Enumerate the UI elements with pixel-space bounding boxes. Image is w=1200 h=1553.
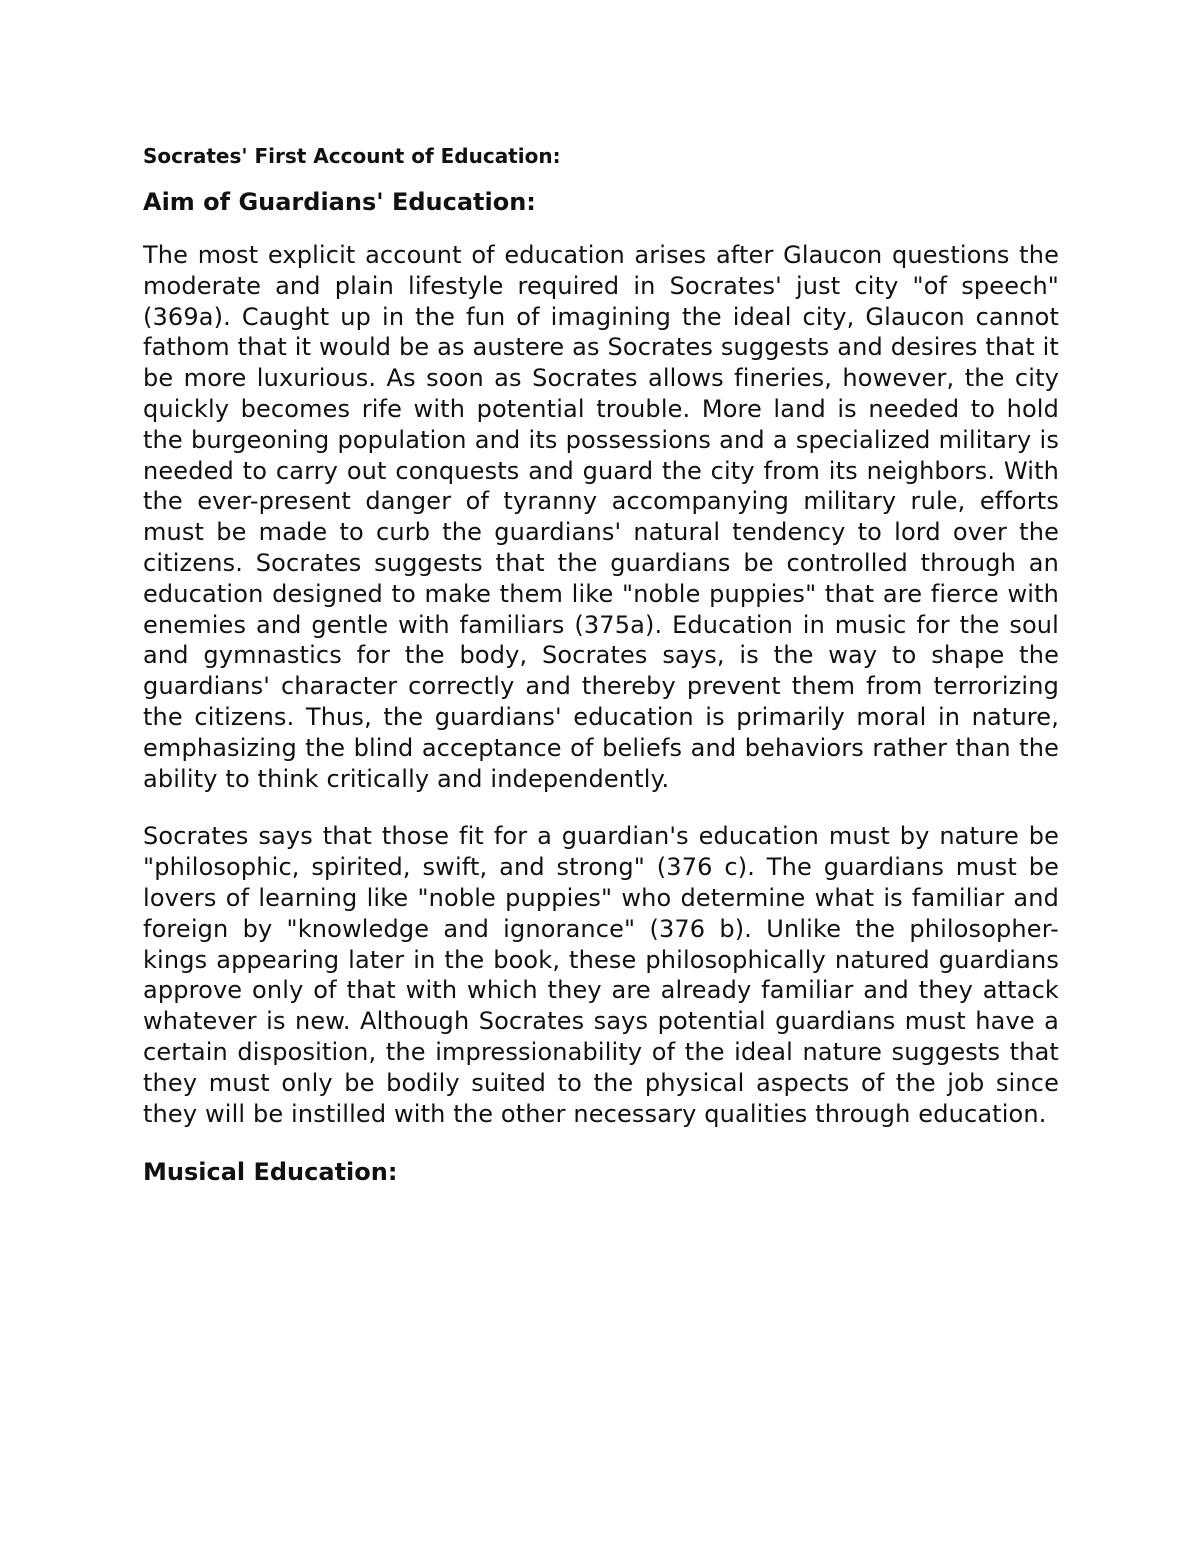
paragraph-aim-1: The most explicit account of education arises after Glaucon questions the moderate and plain lifestyle required in Socrates' just city "of speech" (369a). Caught up in the fun of imagining the ideal city, Glaucon cannot fathom that it would be as austere as Socrates suggests and desires that it be more luxurious. As soon as Socrates allows fineries, however, the city quickly becomes rife with potential trouble. More land is needed to hold the burgeoning population and its possessions and a specialized military is needed to carry out conquests and guard the city from its neighbors. With the ever-present danger of tyranny accompanying military rule, efforts must be made to curb the guardians' natural tendency to lord over the citizens. Socrates suggests that the guardians be controlled through an education designed to make them like "noble puppies" that are fierce with enemies and gentle with familiars (375a). Education in music for the soul and gymnastics for the body, Socrates says, is the way to shape the guardians' character correctly and thereby prevent them from terrorizing the citizens. Thus, the guardians' education is primarily moral in nature, emphasizing the blind acceptance of beliefs and behaviors rather than the ability to think critically and independently. [143, 241, 1059, 793]
section-heading-aim: Aim of Guardians' Education: [143, 188, 536, 216]
document-title: Socrates' First Account of Education: [143, 144, 561, 168]
document-page [143, 142, 1059, 1210]
paragraph-aim-2: Socrates says that those fit for a guardian's education must by nature be "philosophic, spirited, swift, and strong" (376 c). The guardians must be lovers of learning like "noble puppies" who determine what is familiar and foreign by "knowledge and ignorance" (376 b). Unlike the philosopher-kings appearing later in the book, these philosophically natured guardians approve only of that with which they are already familiar and they attack whatever is new. Although Socrates says potential guardians must have a certain disposition, the impressionability of the ideal nature suggests that they must only be bodily suited to the physical aspects of the job since they will be instilled with the other necessary qualities through education. [143, 822, 1059, 1128]
section-heading-musical: Musical Education: [143, 1158, 398, 1187]
